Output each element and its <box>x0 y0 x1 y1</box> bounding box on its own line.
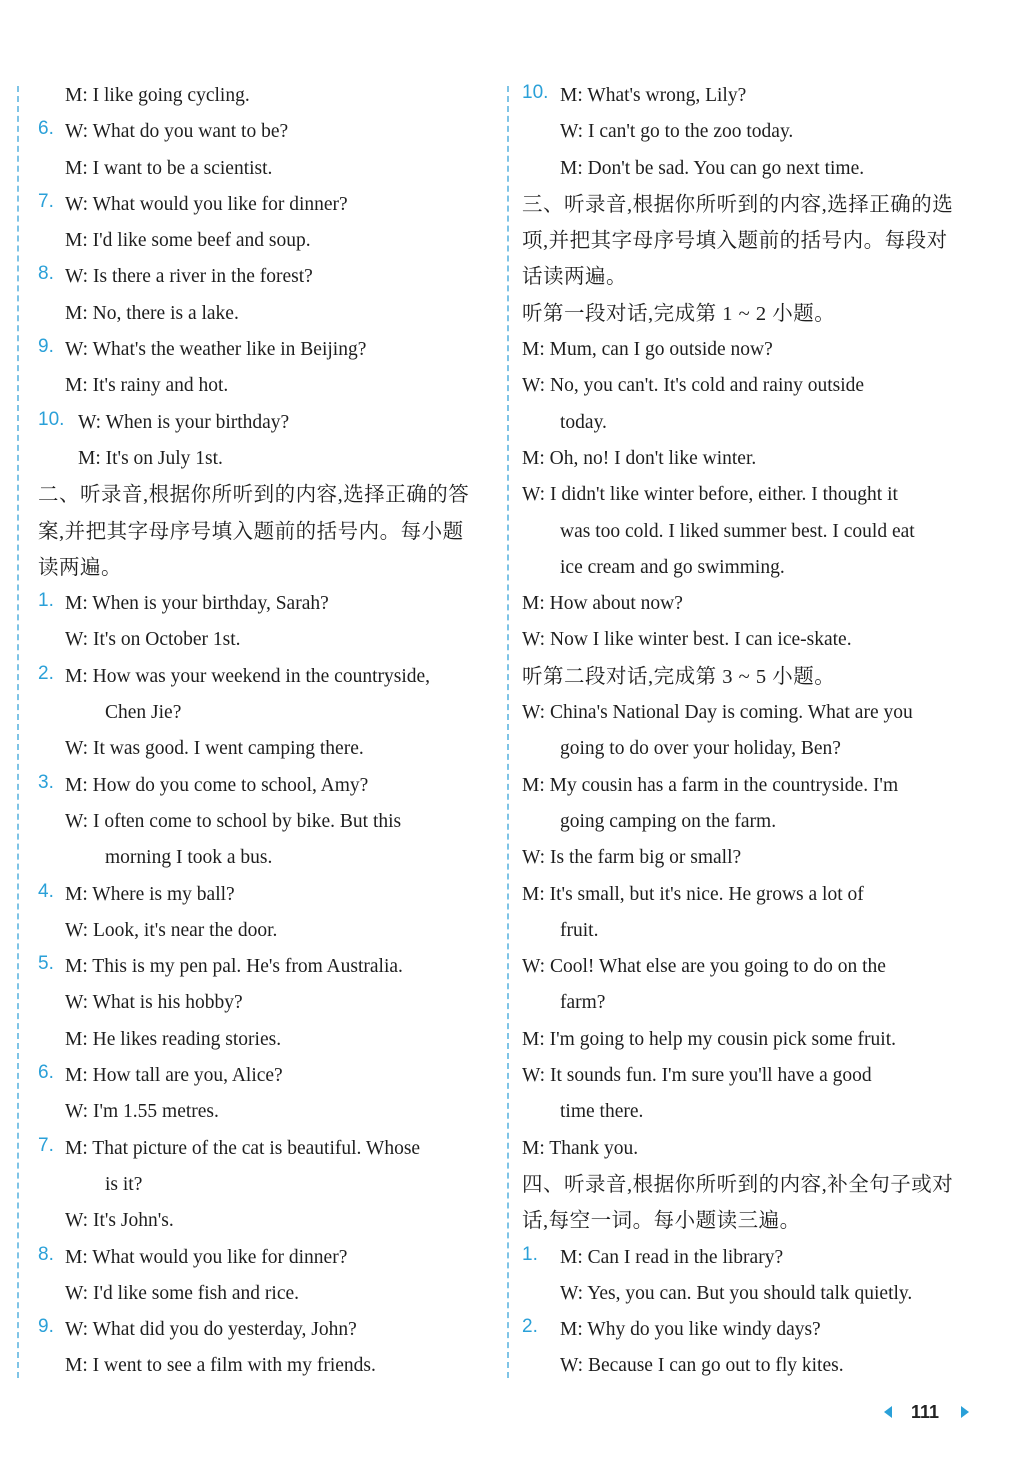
dialogue-line <box>38 1276 490 1312</box>
line-text: going camping on the farm. <box>560 810 777 832</box>
dialogue-line <box>38 78 490 114</box>
line-text: What is his hobby? <box>92 992 243 1014</box>
line-text: What do you want to be? <box>92 121 289 143</box>
speaker-label: M: <box>65 956 88 978</box>
dialogue-line <box>522 1131 972 1167</box>
next-page-arrow-icon[interactable] <box>961 1406 969 1418</box>
line-text: When is your birthday, Sarah? <box>92 593 329 615</box>
line-text: I didn't like winter before, either. I thought it <box>549 484 898 506</box>
line-text: How was your weekend in the countryside, <box>92 665 431 687</box>
page-number: 111 <box>911 1401 940 1422</box>
line-text: today. <box>560 411 607 433</box>
line-text: morning I took a bus. <box>105 847 273 869</box>
speaker-label: M: <box>65 375 88 397</box>
section-instruction-line <box>522 187 972 223</box>
dialogue-line <box>522 877 972 913</box>
speaker-label: M: <box>65 1355 88 1377</box>
center-column-divider <box>507 86 509 1378</box>
dialogue-line <box>522 514 972 550</box>
speaker-label: W: <box>65 1282 89 1304</box>
dialogue-line <box>38 695 490 731</box>
line-text: How about now? <box>549 593 683 615</box>
line-text: Why do you like windy days? <box>587 1319 821 1341</box>
dialogue-line <box>38 1240 490 1276</box>
dialogue-line <box>522 804 972 840</box>
line-text: My cousin has a farm in the countryside. I'm <box>549 774 899 796</box>
line-text: Where is my ball? <box>92 883 235 905</box>
dialogue-line <box>38 877 490 913</box>
line-text: How do you come to school, Amy? <box>92 774 369 796</box>
speaker-label: M: <box>65 774 88 796</box>
speaker-label: W: <box>65 1210 89 1232</box>
line-text: What's wrong, Lily? <box>587 85 747 106</box>
dialogue-line <box>38 985 490 1021</box>
question-number: 1. <box>522 1243 538 1265</box>
line-text: Yes, you can. But you should talk quietly. <box>587 1282 913 1304</box>
dialogue-line <box>38 1094 490 1130</box>
dialogue-line <box>522 1312 972 1348</box>
dialogue-line <box>38 368 490 404</box>
section-instruction-line <box>522 259 972 295</box>
speaker-label: M: <box>65 230 88 252</box>
speaker-label: M: <box>560 1319 583 1341</box>
dialogue-line <box>522 332 972 368</box>
dialogue-line <box>38 659 490 695</box>
line-text: Mum, can I go outside now? <box>549 339 773 361</box>
line-text: farm? <box>560 992 606 1014</box>
line-text: This is my pen pal. He's from Australia. <box>92 956 403 978</box>
dialogue-line <box>38 586 490 622</box>
line-text: Is there a river in the forest? <box>92 266 313 288</box>
speaker-label: M: <box>522 593 545 615</box>
section-instruction-line <box>522 659 972 695</box>
speaker-label: M: <box>65 883 88 905</box>
dialogue-line <box>38 622 490 658</box>
speaker-label: W: <box>560 1282 584 1304</box>
left-margin-divider <box>17 86 19 1378</box>
left-column <box>38 78 490 1385</box>
speaker-label: W: <box>522 956 546 978</box>
dialogue-line <box>38 1022 490 1058</box>
dialogue-line <box>38 405 490 441</box>
section-instruction-line <box>38 550 490 586</box>
speaker-label: W: <box>522 847 546 869</box>
line-text: 话,每空一词。每小题读三遍。 <box>522 1210 801 1233</box>
dialogue-line <box>522 949 972 985</box>
speaker-label: W: <box>65 738 89 760</box>
speaker-label: W: <box>560 121 584 143</box>
section-instruction-line <box>522 296 972 332</box>
speaker-label: W: <box>522 484 546 506</box>
line-text: Look, it's near the door. <box>92 919 278 941</box>
speaker-label: M: <box>65 1028 88 1050</box>
question-number: 8. <box>38 263 54 285</box>
question-number: 6. <box>38 1062 54 1084</box>
dialogue-line <box>38 259 490 295</box>
speaker-label: W: <box>78 411 102 433</box>
line-text: going to do over your holiday, Ben? <box>560 738 841 760</box>
dialogue-line <box>38 1131 490 1167</box>
page-footer <box>884 1400 969 1424</box>
dialogue-line <box>38 441 490 477</box>
line-text: When is your birthday? <box>105 411 290 433</box>
line-text: He likes reading stories. <box>92 1028 282 1050</box>
line-text: It's small, but it's nice. He grows a lot of <box>549 883 864 905</box>
question-number: 5. <box>38 953 54 975</box>
question-number: 6. <box>38 118 54 140</box>
speaker-label: M: <box>65 302 88 324</box>
question-number: 10. <box>38 408 65 430</box>
line-text: 项,并把其字母序号填入题前的括号内。每段对 <box>522 230 948 253</box>
speaker-label: W: <box>65 193 89 215</box>
dialogue-line <box>522 114 972 150</box>
speaker-label: M: <box>522 339 545 361</box>
speaker-label: W: <box>522 629 546 651</box>
dialogue-line <box>38 296 490 332</box>
line-text: What would you like for dinner? <box>92 193 348 215</box>
line-text: Now I like winter best. I can ice-skate. <box>549 629 852 651</box>
speaker-label: W: <box>65 266 89 288</box>
speaker-label: W: <box>560 1355 584 1377</box>
line-text: 听第二段对话,完成第 3 ~ 5 小题。 <box>522 665 836 688</box>
dialogue-line <box>38 1058 490 1094</box>
speaker-label: W: <box>522 702 546 724</box>
speaker-label: M: <box>522 447 545 469</box>
line-text: Thank you. <box>549 1137 639 1159</box>
speaker-label: M: <box>65 157 88 179</box>
line-text: China's National Day is coming. What are you <box>549 702 913 724</box>
section-instruction-line <box>522 223 972 259</box>
speaker-label: M: <box>522 1137 545 1159</box>
line-text: What did you do yesterday, John? <box>92 1319 357 1341</box>
line-text: That picture of the cat is beautiful. Whose <box>92 1137 421 1159</box>
dialogue-line <box>522 586 972 622</box>
section-instruction-line <box>522 1203 972 1239</box>
line-text: I'm going to help my cousin pick some fruit. <box>549 1028 896 1050</box>
line-text: 听第一段对话,完成第 1 ~ 2 小题。 <box>522 302 836 325</box>
line-text: It's on October 1st. <box>92 629 241 651</box>
right-column <box>522 78 972 1385</box>
line-text: I want to be a scientist. <box>92 157 273 179</box>
question-number: 2. <box>522 1316 538 1338</box>
dialogue-line <box>522 985 972 1021</box>
speaker-label: M: <box>65 593 88 615</box>
line-text: 案,并把其字母序号填入题前的括号内。每小题 <box>38 520 464 543</box>
section-instruction-line <box>522 1167 972 1203</box>
question-number: 8. <box>38 1243 54 1265</box>
dialogue-line <box>522 405 972 441</box>
speaker-label: W: <box>65 992 89 1014</box>
line-text: No, you can't. It's cold and rainy outside <box>549 375 865 397</box>
section-instruction-line <box>38 514 490 550</box>
line-text: Cool! What else are you going to do on the <box>549 956 886 978</box>
dialogue-line <box>38 223 490 259</box>
section-instruction-line <box>38 477 490 513</box>
speaker-label: M: <box>560 85 583 106</box>
question-number: 2. <box>38 662 54 684</box>
dialogue-line <box>38 187 490 223</box>
line-text: Can I read in the library? <box>587 1246 784 1268</box>
speaker-label: M: <box>65 85 88 106</box>
line-text: I can't go to the zoo today. <box>587 121 794 143</box>
line-text: 读两遍。 <box>38 556 122 579</box>
dialogue-line <box>522 695 972 731</box>
dialogue-line <box>38 1203 490 1239</box>
speaker-label: W: <box>65 919 89 941</box>
question-number: 4. <box>38 880 54 902</box>
line-text: Because I can go out to fly kites. <box>587 1355 844 1377</box>
speaker-label: W: <box>65 121 89 143</box>
dialogue-line <box>522 477 972 513</box>
dialogue-line <box>522 1348 972 1384</box>
speaker-label: W: <box>65 1319 89 1341</box>
dialogue-line <box>522 441 972 477</box>
dialogue-line <box>522 840 972 876</box>
speaker-label: M: <box>65 1065 88 1087</box>
speaker-label: W: <box>65 1101 89 1123</box>
line-text: is it? <box>105 1173 143 1195</box>
dialogue-line <box>38 804 490 840</box>
speaker-label: M: <box>522 1028 545 1050</box>
dialogue-line <box>38 114 490 150</box>
line-text: It's John's. <box>92 1210 174 1232</box>
dialogue-line <box>522 1058 972 1094</box>
line-text: I'd like some fish and rice. <box>92 1282 300 1304</box>
question-number: 9. <box>38 336 54 358</box>
dialogue-line <box>38 1348 490 1384</box>
dialogue-line <box>522 1094 972 1130</box>
line-text: I often come to school by bike. But this <box>92 810 402 832</box>
line-text: I went to see a film with my friends. <box>92 1355 376 1377</box>
dialogue-line <box>522 1276 972 1312</box>
previous-page-arrow-icon[interactable] <box>884 1406 892 1418</box>
line-text: It's rainy and hot. <box>92 375 229 397</box>
dialogue-line <box>38 1167 490 1203</box>
line-text: Don't be sad. You can go next time. <box>587 157 865 179</box>
speaker-label: W: <box>522 1065 546 1087</box>
dialogue-line <box>38 768 490 804</box>
line-text: How tall are you, Alice? <box>92 1065 283 1087</box>
dialogue-line <box>522 78 972 114</box>
question-number: 7. <box>38 190 54 212</box>
speaker-label: M: <box>65 1137 88 1159</box>
line-text: 三、听录音,根据你所听到的内容,选择正确的选 <box>522 193 954 216</box>
dialogue-line <box>38 949 490 985</box>
dialogue-line <box>522 550 972 586</box>
question-number: 9. <box>38 1316 54 1338</box>
dialogue-line <box>38 840 490 876</box>
line-text: 四、听录音,根据你所听到的内容,补全句子或对 <box>522 1173 954 1196</box>
line-text: fruit. <box>560 919 599 941</box>
speaker-label: M: <box>78 447 101 469</box>
dialogue-line <box>522 1022 972 1058</box>
line-text: Oh, no! I don't like winter. <box>549 447 757 469</box>
speaker-label: M: <box>65 665 88 687</box>
dialogue-line <box>38 151 490 187</box>
line-text: It was good. I went camping there. <box>92 738 364 760</box>
speaker-label: M: <box>522 774 545 796</box>
line-text: Chen Jie? <box>105 702 182 724</box>
line-text: I'm 1.55 metres. <box>92 1101 219 1123</box>
line-text: It's on July 1st. <box>105 447 223 469</box>
dialogue-line <box>522 368 972 404</box>
line-text: No, there is a lake. <box>92 302 239 324</box>
dialogue-line <box>38 731 490 767</box>
line-text: I like going cycling. <box>92 85 250 106</box>
dialogue-line <box>522 151 972 187</box>
line-text: Is the farm big or small? <box>549 847 742 869</box>
speaker-label: W: <box>65 629 89 651</box>
line-text: 二、听录音,根据你所听到的内容,选择正确的答 <box>38 484 470 507</box>
speaker-label: M: <box>560 157 583 179</box>
dialogue-line <box>522 768 972 804</box>
dialogue-line <box>38 913 490 949</box>
speaker-label: M: <box>65 1246 88 1268</box>
speaker-label: M: <box>522 883 545 905</box>
line-text: time there. <box>560 1101 644 1123</box>
question-number: 3. <box>38 771 54 793</box>
question-number: 7. <box>38 1134 54 1156</box>
dialogue-line <box>38 1312 490 1348</box>
dialogue-line <box>522 1240 972 1276</box>
line-text: It sounds fun. I'm sure you'll have a good <box>549 1065 872 1087</box>
dialogue-line <box>522 622 972 658</box>
line-text: 话读两遍。 <box>522 266 627 289</box>
question-number: 1. <box>38 590 54 612</box>
line-text: I'd like some beef and soup. <box>92 230 311 252</box>
dialogue-line <box>38 332 490 368</box>
dialogue-line <box>522 731 972 767</box>
line-text: What would you like for dinner? <box>92 1246 348 1268</box>
line-text: was too cold. I liked summer best. I could eat <box>560 520 915 542</box>
line-text: ice cream and go swimming. <box>560 556 785 578</box>
speaker-label: M: <box>560 1246 583 1268</box>
question-number: 10. <box>522 82 549 103</box>
line-text: What's the weather like in Beijing? <box>92 339 367 361</box>
dialogue-line <box>522 913 972 949</box>
speaker-label: W: <box>65 339 89 361</box>
speaker-label: W: <box>65 810 89 832</box>
speaker-label: W: <box>522 375 546 397</box>
